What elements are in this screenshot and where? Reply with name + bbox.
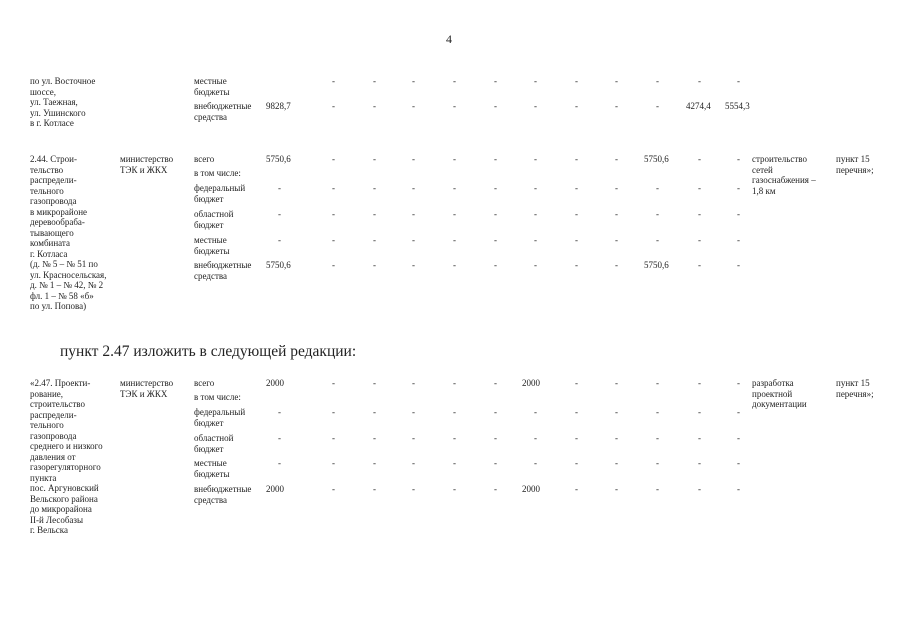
funding-value: - bbox=[332, 433, 335, 443]
funding-value: - bbox=[453, 484, 456, 494]
funding-source-label: всего bbox=[194, 154, 215, 164]
funding-value: - bbox=[737, 407, 740, 417]
funding-value: - bbox=[575, 407, 578, 417]
funding-value: - bbox=[373, 484, 376, 494]
funding-value: - bbox=[412, 378, 415, 388]
funding-value: - bbox=[412, 458, 415, 468]
funding-value: - bbox=[373, 209, 376, 219]
funding-value: - bbox=[698, 154, 701, 164]
funding-value: - bbox=[278, 183, 281, 193]
funding-value: - bbox=[494, 433, 497, 443]
funding-source-label: областной бюджет bbox=[194, 433, 234, 454]
funding-value: - bbox=[615, 260, 618, 270]
funding-value: - bbox=[698, 378, 701, 388]
funding-value: - bbox=[656, 209, 659, 219]
funding-value: - bbox=[737, 378, 740, 388]
funding-value: - bbox=[494, 378, 497, 388]
funding-value: - bbox=[534, 76, 537, 86]
funding-value: - bbox=[412, 101, 415, 111]
funding-value: - bbox=[412, 209, 415, 219]
funding-value: - bbox=[373, 183, 376, 193]
funding-value: - bbox=[412, 183, 415, 193]
funding-value: - bbox=[656, 378, 659, 388]
funding-value: - bbox=[278, 433, 281, 443]
funding-value: - bbox=[575, 154, 578, 164]
funding-value: - bbox=[575, 183, 578, 193]
reference-cell: пункт 15 перечня»; bbox=[836, 378, 874, 399]
funding-value: - bbox=[494, 76, 497, 86]
funding-value: - bbox=[737, 209, 740, 219]
measure-name: «2.47. Проекти- рование, строительство распредели- тельного газопровода среднего и низкого давления от газорегуляторного пункта пос. Аргуновский Вельского района до микрорайона II-й Лесобазы г. Вельска bbox=[30, 378, 103, 535]
funding-value: - bbox=[332, 378, 335, 388]
funding-value: - bbox=[332, 101, 335, 111]
funding-value: - bbox=[494, 260, 497, 270]
funding-value: - bbox=[534, 183, 537, 193]
funding-value: - bbox=[373, 458, 376, 468]
funding-value: 2000 bbox=[266, 378, 284, 388]
funding-value: - bbox=[373, 154, 376, 164]
funding-value: - bbox=[453, 260, 456, 270]
funding-value: - bbox=[656, 458, 659, 468]
result-cell: строительство сетей газоснабжения – 1,8 км bbox=[752, 154, 816, 196]
funding-value: - bbox=[615, 407, 618, 417]
funding-value: - bbox=[575, 209, 578, 219]
funding-source-label: всего bbox=[194, 378, 215, 388]
funding-value: - bbox=[656, 76, 659, 86]
funding-value: - bbox=[656, 433, 659, 443]
funding-value: - bbox=[494, 209, 497, 219]
funding-value: - bbox=[332, 407, 335, 417]
reference-cell: пункт 15 перечня»; bbox=[836, 154, 874, 175]
funding-value: - bbox=[373, 235, 376, 245]
executor-cell: министерство ТЭК и ЖКХ bbox=[120, 154, 174, 175]
funding-value: - bbox=[615, 154, 618, 164]
funding-value: - bbox=[373, 76, 376, 86]
funding-value: - bbox=[278, 209, 281, 219]
funding-value: - bbox=[332, 260, 335, 270]
funding-value: - bbox=[575, 458, 578, 468]
funding-value: - bbox=[698, 183, 701, 193]
executor-cell: министерство ТЭК и ЖКХ bbox=[120, 378, 174, 399]
funding-source-label: в том числе: bbox=[194, 168, 241, 178]
funding-value: - bbox=[412, 484, 415, 494]
funding-value: - bbox=[412, 433, 415, 443]
funding-value: - bbox=[332, 209, 335, 219]
funding-value: - bbox=[453, 458, 456, 468]
funding-value: - bbox=[453, 183, 456, 193]
funding-value: - bbox=[373, 378, 376, 388]
result-cell: разработка проектной документации bbox=[752, 378, 807, 409]
funding-value: - bbox=[453, 378, 456, 388]
funding-value: - bbox=[656, 407, 659, 417]
funding-value: 4274,4 bbox=[686, 101, 711, 111]
funding-value: - bbox=[412, 260, 415, 270]
funding-value: - bbox=[453, 209, 456, 219]
funding-value: - bbox=[534, 209, 537, 219]
funding-source-label: внебюджетные средства bbox=[194, 101, 252, 122]
funding-value: - bbox=[615, 76, 618, 86]
funding-value: - bbox=[412, 154, 415, 164]
funding-value: - bbox=[534, 154, 537, 164]
funding-value: - bbox=[656, 183, 659, 193]
funding-value: - bbox=[332, 183, 335, 193]
funding-value: - bbox=[737, 183, 740, 193]
funding-value: - bbox=[412, 76, 415, 86]
funding-value: - bbox=[332, 154, 335, 164]
funding-value: - bbox=[278, 407, 281, 417]
funding-value: - bbox=[737, 458, 740, 468]
funding-value: - bbox=[737, 433, 740, 443]
funding-value: - bbox=[575, 76, 578, 86]
funding-value: - bbox=[698, 458, 701, 468]
funding-value: 5554,3 bbox=[725, 101, 750, 111]
funding-value: - bbox=[332, 76, 335, 86]
funding-value: - bbox=[575, 378, 578, 388]
funding-value: - bbox=[615, 484, 618, 494]
funding-value: - bbox=[453, 235, 456, 245]
funding-value: - bbox=[534, 235, 537, 245]
funding-value: 9828,7 bbox=[266, 101, 291, 111]
funding-value: - bbox=[373, 260, 376, 270]
funding-value: - bbox=[615, 183, 618, 193]
funding-value: - bbox=[575, 235, 578, 245]
funding-value: - bbox=[698, 76, 701, 86]
funding-value: - bbox=[534, 458, 537, 468]
funding-value: - bbox=[494, 154, 497, 164]
funding-value: - bbox=[494, 407, 497, 417]
funding-value: - bbox=[278, 458, 281, 468]
funding-value: 5750,6 bbox=[644, 154, 669, 164]
funding-value: - bbox=[453, 407, 456, 417]
funding-value: 5750,6 bbox=[266, 260, 291, 270]
funding-value: - bbox=[332, 458, 335, 468]
funding-value: - bbox=[332, 484, 335, 494]
funding-value: - bbox=[575, 484, 578, 494]
funding-value: - bbox=[737, 154, 740, 164]
funding-value: - bbox=[656, 235, 659, 245]
funding-value: - bbox=[494, 235, 497, 245]
funding-value: 5750,6 bbox=[266, 154, 291, 164]
funding-source-label: местные бюджеты bbox=[194, 76, 230, 97]
funding-value: - bbox=[575, 260, 578, 270]
funding-value: - bbox=[737, 260, 740, 270]
funding-value: - bbox=[575, 101, 578, 111]
funding-source-label: местные бюджеты bbox=[194, 235, 230, 256]
section-heading: пункт 2.47 изложить в следующей редакции: bbox=[60, 343, 357, 360]
funding-value: - bbox=[453, 433, 456, 443]
funding-value: 2000 bbox=[266, 484, 284, 494]
funding-value: - bbox=[534, 433, 537, 443]
funding-value: - bbox=[412, 407, 415, 417]
funding-value: - bbox=[453, 154, 456, 164]
funding-value: - bbox=[534, 407, 537, 417]
funding-value: - bbox=[278, 235, 281, 245]
funding-value: - bbox=[494, 101, 497, 111]
funding-value: - bbox=[698, 260, 701, 270]
funding-value: - bbox=[534, 101, 537, 111]
funding-value: - bbox=[453, 101, 456, 111]
funding-source-label: в том числе: bbox=[194, 392, 241, 402]
funding-source-label: внебюджетные средства bbox=[194, 260, 252, 281]
funding-source-label: федеральный бюджет bbox=[194, 183, 246, 204]
funding-source-label: областной бюджет bbox=[194, 209, 234, 230]
funding-value: - bbox=[698, 235, 701, 245]
funding-value: - bbox=[656, 101, 659, 111]
funding-value: - bbox=[698, 209, 701, 219]
funding-source-label: внебюджетные средства bbox=[194, 484, 252, 505]
funding-value: - bbox=[373, 433, 376, 443]
funding-value: - bbox=[615, 209, 618, 219]
funding-value: - bbox=[737, 235, 740, 245]
funding-source-label: местные бюджеты bbox=[194, 458, 230, 479]
funding-value: 2000 bbox=[522, 378, 540, 388]
funding-value: 2000 bbox=[522, 484, 540, 494]
funding-value: - bbox=[373, 407, 376, 417]
funding-value: - bbox=[615, 235, 618, 245]
funding-value: - bbox=[656, 484, 659, 494]
measure-name: по ул. Восточное шоссе, ул. Таежная, ул. Ушинского в г. Котласе bbox=[30, 76, 96, 128]
measure-name: 2.44. Строи- тельство распредели- тельного газопровода в микрорайоне деревообраба- тывающего комбината г. Котласа (д. № 5 – № 51 по ул. Красносельская, д. № 1 – № 42, № 2 фл. 1 – № 58 «б» по ул. Попова) bbox=[30, 154, 107, 311]
funding-value: - bbox=[698, 433, 701, 443]
page-number: 4 bbox=[446, 32, 452, 46]
funding-value: - bbox=[615, 101, 618, 111]
funding-value: 5750,6 bbox=[644, 260, 669, 270]
funding-value: - bbox=[494, 484, 497, 494]
funding-value: - bbox=[453, 76, 456, 86]
funding-value: - bbox=[373, 101, 376, 111]
funding-value: - bbox=[575, 433, 578, 443]
funding-value: - bbox=[615, 433, 618, 443]
funding-value: - bbox=[615, 458, 618, 468]
funding-value: - bbox=[698, 484, 701, 494]
funding-value: - bbox=[494, 183, 497, 193]
funding-source-label: федеральный бюджет bbox=[194, 407, 246, 428]
funding-value: - bbox=[332, 235, 335, 245]
funding-value: - bbox=[412, 235, 415, 245]
funding-value: - bbox=[534, 260, 537, 270]
funding-value: - bbox=[737, 76, 740, 86]
funding-value: - bbox=[698, 407, 701, 417]
funding-value: - bbox=[494, 458, 497, 468]
funding-value: - bbox=[737, 484, 740, 494]
funding-value: - bbox=[615, 378, 618, 388]
